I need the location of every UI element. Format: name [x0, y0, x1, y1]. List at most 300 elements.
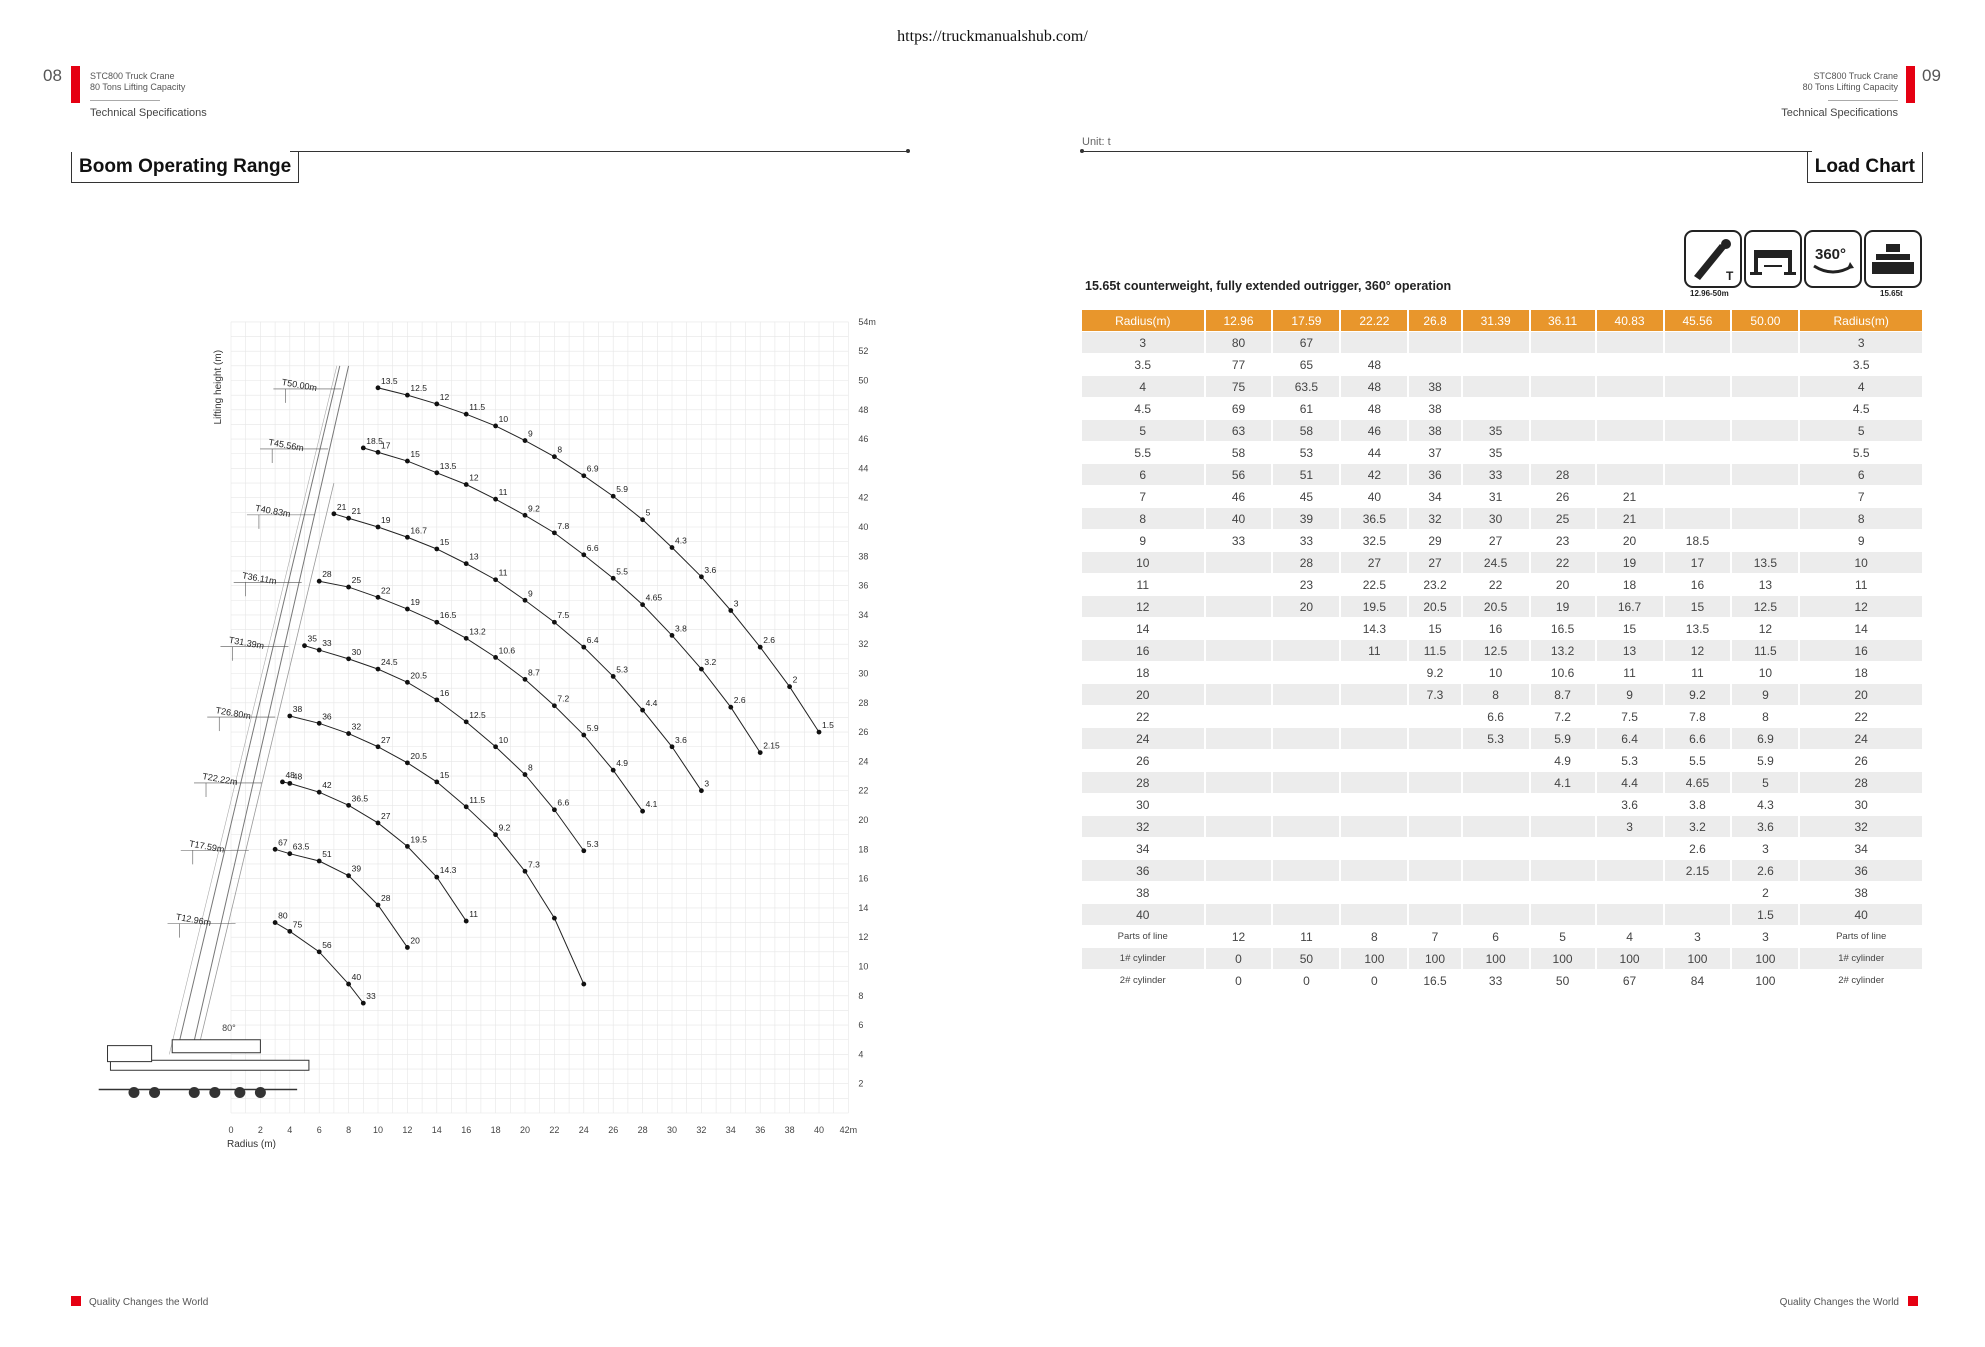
boom-length-label: T17.59m — [188, 838, 226, 855]
row-label: 5 — [1082, 420, 1204, 441]
y-tick-label: 14 — [858, 902, 869, 913]
table-cell: 7.2 — [1531, 706, 1595, 727]
table-cell — [1409, 772, 1460, 793]
header-boom-length: 50.00 — [1732, 310, 1798, 331]
table-row — [1082, 706, 1922, 727]
row-label: 8 — [1082, 508, 1204, 529]
wheel — [128, 1087, 139, 1098]
table-cell: 16.5 — [1531, 618, 1595, 639]
data-label: 27 — [381, 734, 391, 745]
row-label: 28 — [1082, 772, 1204, 793]
data-point — [376, 525, 381, 530]
table-cell: 12.5 — [1732, 596, 1798, 617]
x-tick-label: 0 — [228, 1125, 234, 1135]
table-cell — [1341, 794, 1407, 815]
row-label: Parts of line — [1082, 926, 1204, 947]
table-cell — [1206, 860, 1272, 881]
data-label: 11 — [498, 487, 508, 498]
table-cell — [1273, 706, 1339, 727]
table-cell: 65 — [1273, 354, 1339, 375]
table-cell: 22 — [1531, 552, 1595, 573]
table-row — [1082, 728, 1922, 749]
table-cell — [1665, 508, 1731, 529]
table-cell: 7 — [1409, 926, 1460, 947]
y-tick-label: 6 — [858, 1020, 864, 1031]
table-cell: 29 — [1409, 530, 1460, 551]
row-label-right: 10 — [1800, 552, 1922, 573]
y-tick-label: 28 — [858, 697, 869, 708]
data-label: 67 — [278, 837, 288, 848]
table-cell: 20 — [1273, 596, 1339, 617]
row-label: 24 — [1082, 728, 1204, 749]
table-cell: 5.3 — [1597, 750, 1663, 771]
header-boom-length: 40.83 — [1597, 310, 1663, 331]
table-cell — [1597, 332, 1663, 353]
x-tick-label: 42m — [839, 1125, 858, 1135]
table-cell — [1463, 376, 1529, 397]
table-cell — [1531, 420, 1595, 441]
table-cell — [1665, 882, 1731, 903]
data-label: 7.2 — [557, 693, 570, 704]
data-label: 12.5 — [469, 709, 486, 720]
table-cell — [1665, 332, 1731, 353]
table-row — [1082, 772, 1922, 793]
row-label-right: 14 — [1800, 618, 1922, 639]
row-label: 16 — [1082, 640, 1204, 661]
data-point — [670, 545, 675, 550]
data-label: 13.5 — [381, 375, 398, 386]
table-cell: 11 — [1273, 926, 1339, 947]
table-row — [1082, 354, 1922, 375]
table-cell: 11 — [1597, 662, 1663, 683]
table-cell — [1597, 882, 1663, 903]
right-model: STC800 Truck Crane — [1813, 71, 1898, 81]
table-cell: 19 — [1531, 596, 1595, 617]
table-cell: 12 — [1665, 640, 1731, 661]
unit-label: Unit: t — [1082, 136, 1111, 148]
row-label: 36 — [1082, 860, 1204, 881]
source-url[interactable]: https://truckmanualshub.com/ — [897, 28, 1088, 45]
data-label: 48 — [292, 771, 303, 782]
header-radius-right: Radius(m) — [1800, 310, 1922, 331]
table-cell: 26 — [1531, 486, 1595, 507]
data-label: 4.9 — [616, 758, 629, 769]
table-cell: 16.7 — [1597, 596, 1663, 617]
data-point — [552, 530, 557, 535]
table-cell: 2 — [1732, 882, 1798, 903]
row-label-right: 1# cylinder — [1800, 948, 1922, 969]
table-cell: 69 — [1206, 398, 1272, 419]
table-cell: 30 — [1463, 508, 1529, 529]
boom-length-label: T45.56m — [267, 437, 305, 454]
table-cell — [1597, 376, 1663, 397]
table-row — [1082, 750, 1922, 771]
y-tick-label: 44 — [858, 463, 869, 474]
left-rule-dot — [906, 149, 910, 153]
table-cell — [1341, 860, 1407, 881]
table-cell: 12 — [1732, 618, 1798, 639]
data-point — [317, 859, 322, 864]
table-cell — [1732, 332, 1798, 353]
table-cell — [1531, 442, 1595, 463]
table-row — [1082, 640, 1922, 661]
table-cell: 10 — [1463, 662, 1529, 683]
data-point — [552, 703, 557, 708]
table-cell: 4.3 — [1732, 794, 1798, 815]
data-label: 4.1 — [645, 799, 658, 810]
data-point — [434, 402, 439, 407]
x-tick-label: 26 — [608, 1125, 619, 1135]
data-label: 9 — [528, 428, 533, 439]
table-cell: 15 — [1597, 618, 1663, 639]
table-cell — [1273, 728, 1339, 749]
data-point — [332, 511, 337, 516]
right-red-bar — [1906, 66, 1915, 103]
table-cell — [1597, 354, 1663, 375]
data-label: 20.5 — [410, 670, 427, 681]
table-cell: 8.7 — [1531, 684, 1595, 705]
row-label-right: Parts of line — [1800, 926, 1922, 947]
x-tick-label: 32 — [696, 1125, 707, 1135]
row-label-right: 20 — [1800, 684, 1922, 705]
boom-angle-label: 80° — [222, 1022, 236, 1033]
load-chart-table — [1080, 309, 1924, 992]
table-cell: 7.8 — [1665, 706, 1731, 727]
table-cell — [1665, 464, 1731, 485]
table-cell — [1409, 354, 1460, 375]
x-tick-label: 10 — [372, 1125, 384, 1135]
table-cell: 58 — [1206, 442, 1272, 463]
right-header-rule — [1828, 100, 1898, 101]
table-cell — [1665, 904, 1731, 925]
table-cell: 23 — [1531, 530, 1595, 551]
table-cell: 0 — [1273, 970, 1339, 991]
table-cell — [1409, 332, 1460, 353]
data-label: 15 — [410, 449, 420, 460]
table-cell: 13.5 — [1732, 552, 1798, 573]
table-cell: 32 — [1409, 508, 1460, 529]
table-cell — [1597, 420, 1663, 441]
data-point — [434, 780, 439, 785]
left-footer: Quality Changes the World — [89, 1297, 209, 1308]
data-point — [405, 844, 410, 849]
table-cell: 100 — [1409, 948, 1460, 969]
row-label: 38 — [1082, 882, 1204, 903]
table-cell — [1531, 354, 1595, 375]
wheel — [255, 1087, 266, 1098]
table-cell: 27 — [1409, 552, 1460, 573]
table-cell: 6.6 — [1463, 706, 1529, 727]
data-label: 11.5 — [469, 402, 486, 413]
boom-range-chart — [100, 300, 900, 1150]
table-cell: 12.5 — [1463, 640, 1529, 661]
data-point — [493, 497, 498, 502]
x-tick-label: 20 — [519, 1125, 531, 1135]
data-point — [699, 788, 704, 793]
table-cell: 2.15 — [1665, 860, 1731, 881]
load-chart-subtitle: 15.65t counterweight, fully extended outrigger, 360° operation — [1085, 279, 1452, 293]
data-point — [317, 790, 322, 795]
table-cell: 100 — [1597, 948, 1663, 969]
table-cell: 67 — [1597, 970, 1663, 991]
x-tick-label: 14 — [431, 1125, 442, 1135]
table-cell — [1206, 640, 1272, 661]
x-tick-label: 30 — [666, 1125, 678, 1135]
row-label-right: 40 — [1800, 904, 1922, 925]
row-label: 30 — [1082, 794, 1204, 815]
x-tick-label: 24 — [578, 1125, 589, 1135]
table-cell: 15 — [1409, 618, 1460, 639]
data-point — [581, 733, 586, 738]
table-cell — [1409, 816, 1460, 837]
table-cell — [1463, 838, 1529, 859]
table-cell: 10 — [1732, 662, 1798, 683]
data-label: 15 — [439, 769, 450, 780]
table-cell — [1206, 904, 1272, 925]
data-label: 18.5 — [366, 435, 383, 446]
data-label: 39 — [351, 863, 362, 874]
table-cell: 8 — [1341, 926, 1407, 947]
data-point — [317, 648, 322, 653]
row-label: 3.5 — [1082, 354, 1204, 375]
table-cell — [1463, 772, 1529, 793]
data-label: 6.9 — [586, 463, 599, 474]
table-cell — [1665, 420, 1731, 441]
row-label-right: 24 — [1800, 728, 1922, 749]
boom-length-label: T26.80m — [214, 705, 252, 722]
row-label-right: 4.5 — [1800, 398, 1922, 419]
data-point — [552, 807, 557, 812]
data-point — [287, 714, 292, 719]
data-label: 3.8 — [675, 623, 687, 634]
data-label: 9.2 — [498, 822, 511, 833]
data-label: 10 — [498, 734, 509, 745]
boom-length-label: T12.96m — [175, 911, 212, 928]
table-cell: 0 — [1341, 970, 1407, 991]
table-cell: 16.5 — [1409, 970, 1460, 991]
table-cell: 33 — [1463, 970, 1529, 991]
data-point — [611, 494, 616, 499]
y-axis-label: Lifting height (m) — [213, 349, 224, 425]
boom-cable — [169, 366, 337, 1055]
data-point — [287, 781, 292, 786]
y-tick-label: 10 — [858, 961, 869, 972]
x-tick-label: 8 — [346, 1125, 352, 1135]
data-label: 22 — [381, 585, 391, 596]
table-cell: 51 — [1273, 464, 1339, 485]
table-cell: 7.3 — [1409, 684, 1460, 705]
table-cell: 13.5 — [1665, 618, 1731, 639]
data-point — [464, 412, 469, 417]
table-cell — [1463, 860, 1529, 881]
data-point — [581, 982, 586, 987]
data-label: 10 — [498, 413, 509, 424]
table-cell — [1409, 794, 1460, 815]
table-cell: 84 — [1665, 970, 1731, 991]
data-point — [361, 445, 366, 450]
data-label: 36.5 — [351, 793, 369, 804]
row-label-right: 30 — [1800, 794, 1922, 815]
data-label: 7.8 — [557, 520, 570, 531]
table-row — [1082, 332, 1922, 353]
data-label: 27 — [381, 810, 391, 821]
table-cell: 35 — [1463, 442, 1529, 463]
row-label-right: 12 — [1800, 596, 1922, 617]
table-cell: 20.5 — [1409, 596, 1460, 617]
data-point — [346, 585, 351, 590]
y-tick-label: 24 — [858, 756, 869, 767]
counterweight-label: 15.65t — [1880, 289, 1903, 298]
table-cell: 28 — [1273, 552, 1339, 573]
data-label: 7.3 — [528, 859, 540, 870]
data-point — [464, 804, 469, 809]
data-point — [376, 595, 381, 600]
data-point — [523, 438, 528, 443]
rotation-360-icon — [1804, 230, 1862, 288]
left-page-title: Boom Operating Range — [71, 152, 299, 183]
table-cell: 33 — [1273, 530, 1339, 551]
table-cell — [1341, 750, 1407, 771]
boom-length-icon — [1684, 230, 1742, 288]
data-point — [493, 744, 498, 749]
data-point — [317, 721, 322, 726]
table-cell: 33 — [1206, 530, 1272, 551]
left-model: STC800 Truck Crane — [90, 71, 175, 81]
boom-length-label: T36.11m — [241, 570, 278, 587]
table-row — [1082, 860, 1922, 881]
row-label: 7 — [1082, 486, 1204, 507]
table-cell — [1732, 398, 1798, 419]
data-point — [493, 424, 498, 429]
table-cell: 6 — [1463, 926, 1529, 947]
table-cell: 38 — [1409, 398, 1460, 419]
series-curve — [334, 514, 702, 791]
table-row — [1082, 530, 1922, 551]
header-boom-length: 31.39 — [1463, 310, 1529, 331]
data-label: 4.3 — [675, 535, 687, 546]
data-label: 20 — [410, 935, 420, 946]
row-label-right: 8 — [1800, 508, 1922, 529]
table-cell: 27 — [1463, 530, 1529, 551]
data-point — [552, 454, 557, 459]
data-point — [728, 705, 733, 710]
table-cell — [1206, 618, 1272, 639]
table-cell: 33 — [1463, 464, 1529, 485]
table-cell: 16 — [1463, 618, 1529, 639]
data-point — [302, 643, 307, 648]
wheel — [189, 1087, 200, 1098]
table-cell — [1409, 706, 1460, 727]
data-point — [434, 620, 439, 625]
table-row — [1082, 684, 1922, 705]
data-label: 5 — [645, 507, 651, 518]
table-cell — [1665, 376, 1731, 397]
table-row — [1082, 376, 1922, 397]
table-cell: 46 — [1206, 486, 1272, 507]
data-label: 6.6 — [557, 797, 570, 808]
row-label: 1# cylinder — [1082, 948, 1204, 969]
data-label: 21 — [336, 501, 347, 512]
row-label: 10 — [1082, 552, 1204, 573]
row-label: 11 — [1082, 574, 1204, 595]
y-tick-label: 40 — [858, 522, 869, 532]
table-cell — [1463, 794, 1529, 815]
data-point — [317, 949, 322, 954]
data-point — [405, 607, 410, 612]
data-point — [346, 731, 351, 736]
data-label: 2.15 — [763, 740, 780, 751]
table-cell: 2.6 — [1732, 860, 1798, 881]
row-label-right: 2# cylinder — [1800, 970, 1922, 991]
table-cell — [1732, 508, 1798, 529]
table-cell — [1341, 728, 1407, 749]
table-row — [1082, 442, 1922, 463]
data-label: 17 — [381, 440, 391, 451]
y-tick-label: 50 — [858, 375, 869, 386]
row-label: 5.5 — [1082, 442, 1204, 463]
right-capacity: 80 Tons Lifting Capacity — [1802, 82, 1898, 92]
table-cell: 67 — [1273, 332, 1339, 353]
table-cell — [1463, 332, 1529, 353]
data-point — [787, 684, 792, 689]
table-cell — [1273, 618, 1339, 639]
table-cell — [1732, 464, 1798, 485]
table-cell: 63.5 — [1273, 376, 1339, 397]
table-cell — [1665, 354, 1731, 375]
table-cell: 22.5 — [1341, 574, 1407, 595]
table-cell: 100 — [1732, 970, 1798, 991]
data-label: 3 — [733, 598, 739, 609]
table-cell: 5.9 — [1732, 750, 1798, 771]
data-point — [346, 516, 351, 521]
data-label: 6.6 — [586, 542, 599, 553]
y-tick-label: 12 — [858, 932, 869, 943]
table-cell: 3 — [1597, 816, 1663, 837]
table-row — [1082, 596, 1922, 617]
table-cell: 9 — [1732, 684, 1798, 705]
header-boom-length: 17.59 — [1273, 310, 1339, 331]
table-cell — [1273, 816, 1339, 837]
data-label: 63.5 — [292, 841, 310, 852]
data-label: 5.9 — [616, 484, 629, 495]
table-cell: 21 — [1597, 486, 1663, 507]
data-label: 13.5 — [439, 460, 457, 471]
data-label: 28 — [322, 569, 332, 580]
data-label: 16.5 — [439, 610, 457, 621]
y-tick-label: 38 — [858, 551, 869, 562]
x-tick-label: 12 — [402, 1125, 413, 1135]
table-cell — [1732, 420, 1798, 441]
table-cell: 28 — [1531, 464, 1595, 485]
row-label-right: 28 — [1800, 772, 1922, 793]
table-cell: 12 — [1206, 926, 1272, 947]
row-label: 34 — [1082, 838, 1204, 859]
table-cell: 17 — [1665, 552, 1731, 573]
data-label: 51 — [322, 849, 332, 860]
table-cell — [1732, 376, 1798, 397]
right-footer-square — [1908, 1296, 1918, 1306]
table-cell — [1341, 882, 1407, 903]
right-page-title: Load Chart — [1807, 152, 1923, 183]
data-label: 8.7 — [528, 667, 540, 678]
turntable — [172, 1040, 260, 1053]
boom-length-label: T22.22m — [201, 771, 239, 788]
table-cell — [1531, 332, 1595, 353]
table-cell: 22 — [1463, 574, 1529, 595]
table-cell: 19 — [1597, 552, 1663, 573]
table-cell — [1531, 794, 1595, 815]
table-cell: 4 — [1597, 926, 1663, 947]
